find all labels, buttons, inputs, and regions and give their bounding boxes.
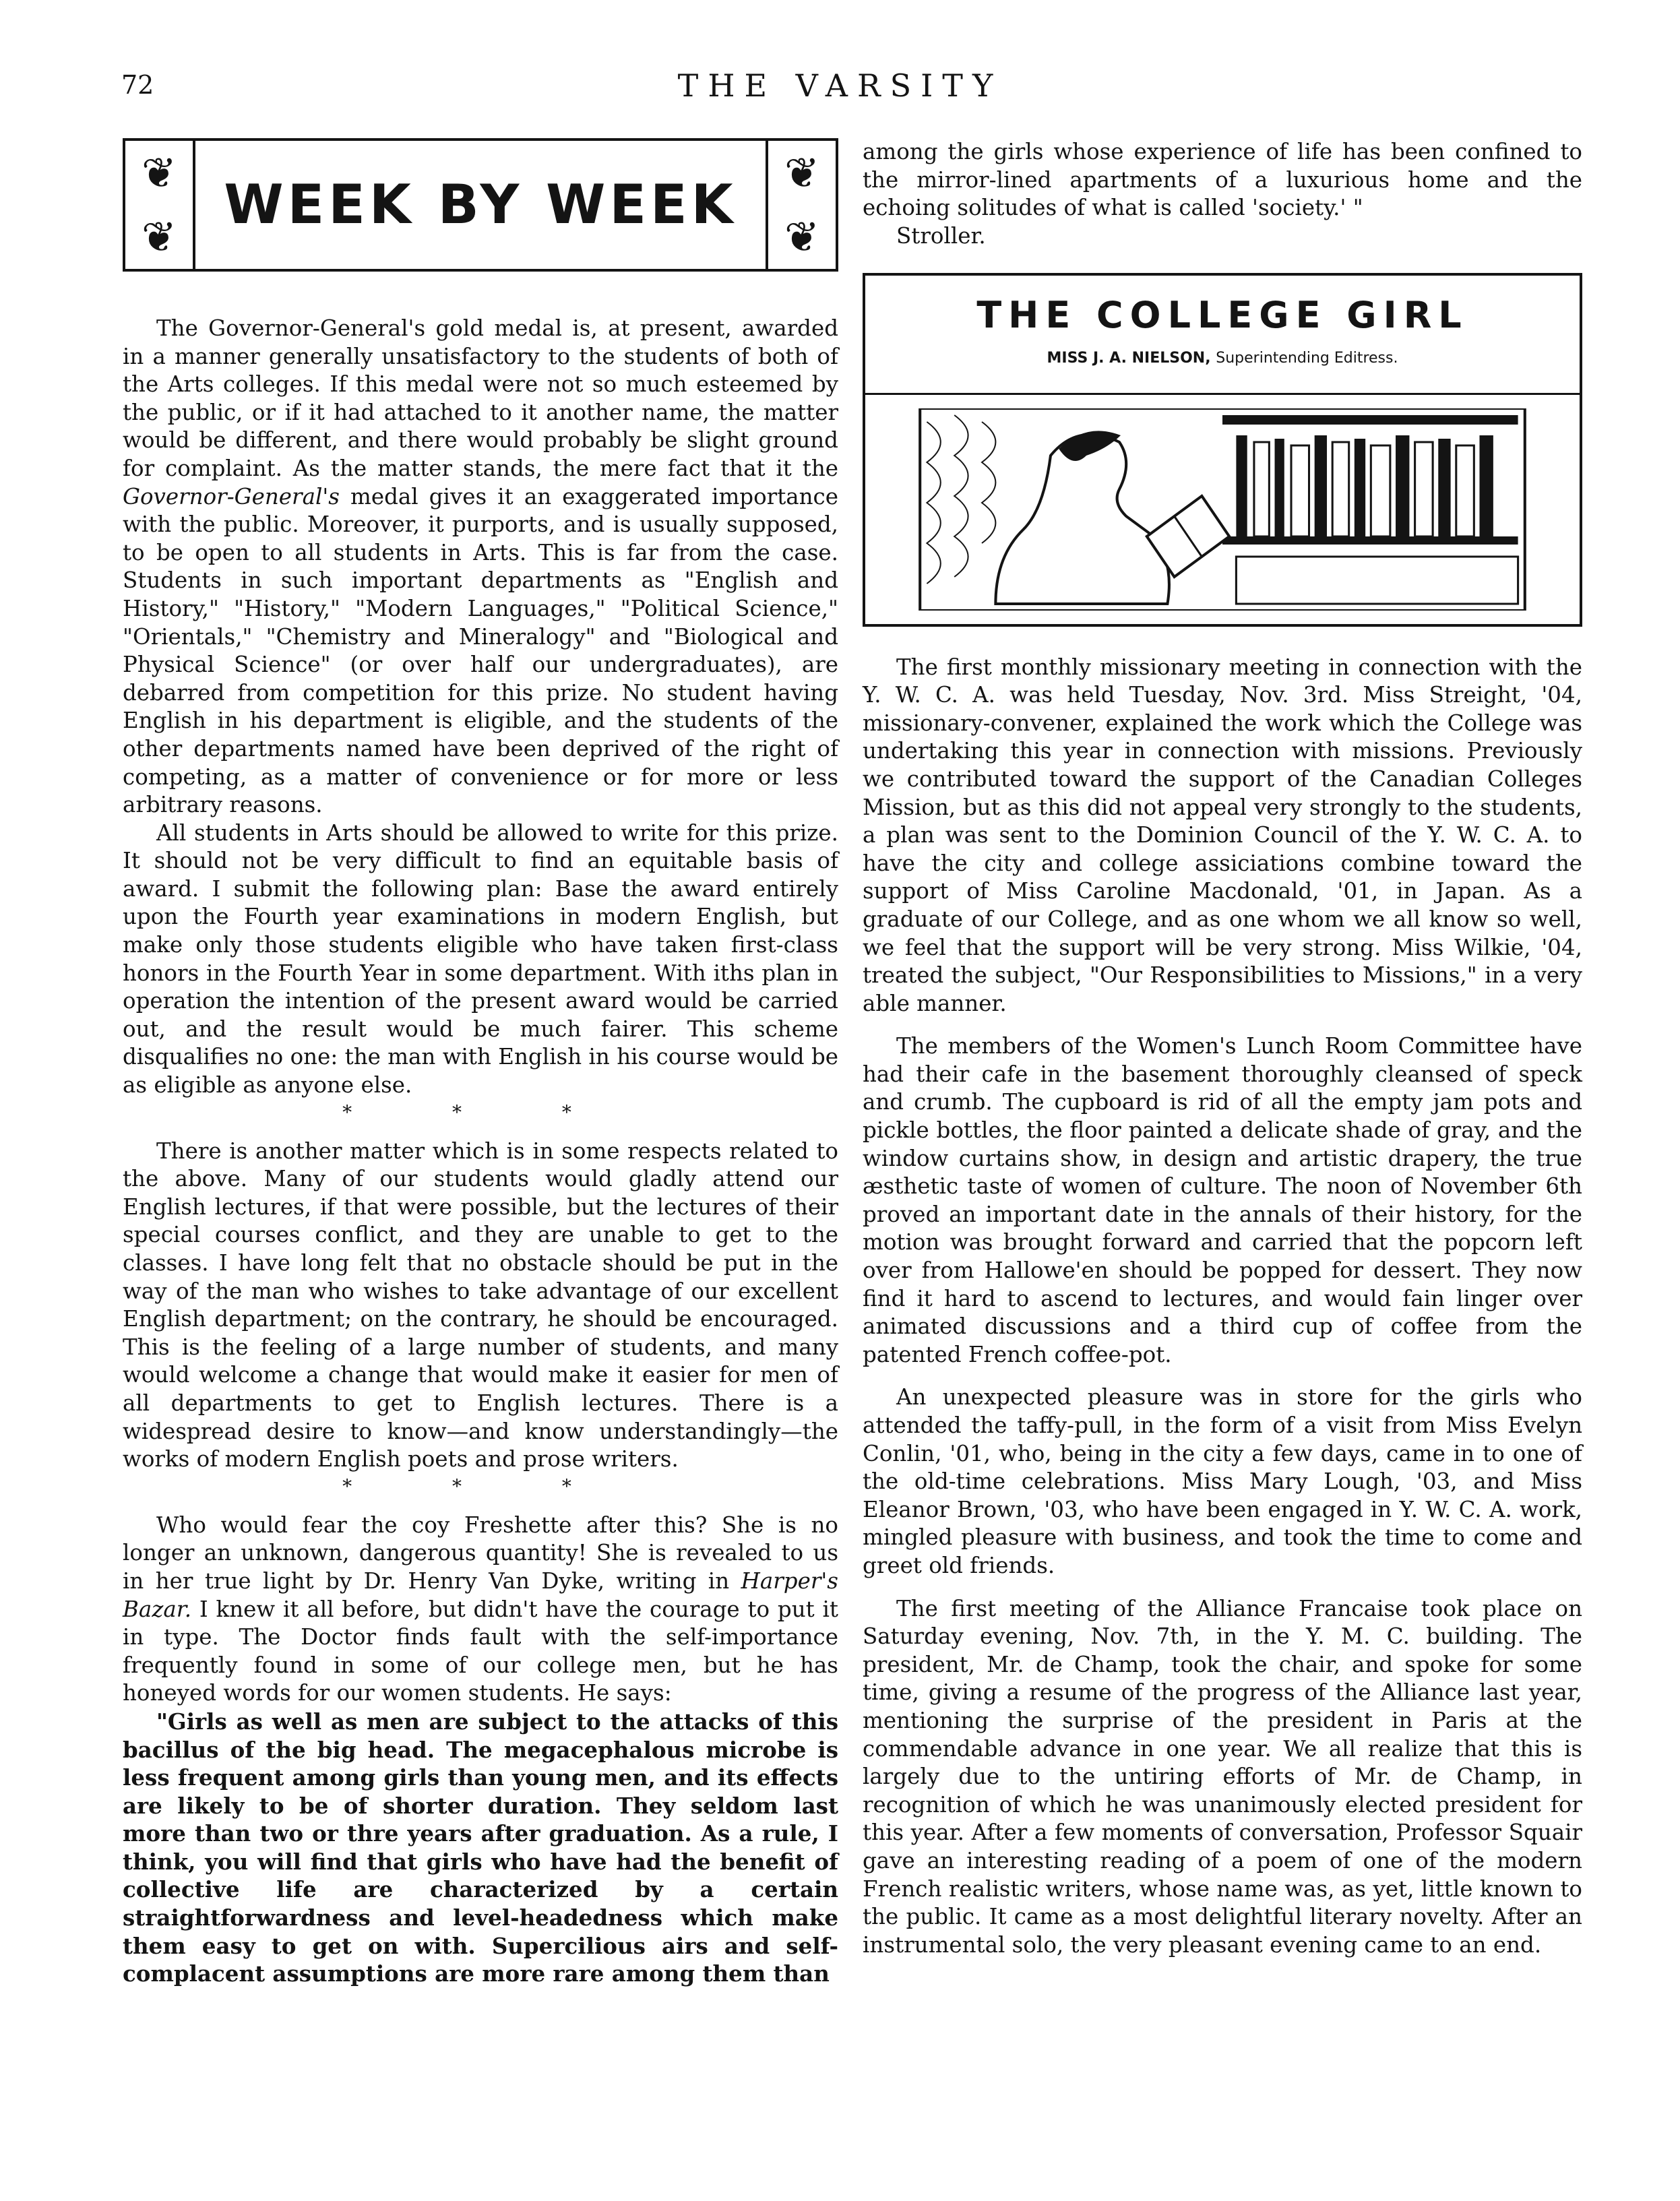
college-girl-heading (865, 276, 1580, 394)
text-run: Who would fear the coy Freshette after this? She is no longer an unknown, dangerous quantity! She is revealed to us in her true light by Dr. Henry Van Dyke, writing in (123, 1512, 838, 1594)
paragraph: All students in Arts should be allowed to write for this prize. It should not be very difficult to find an equitable basis of award. I submit the following plan: Base the award entirely upon the Fourth year examinations in modern English, but make only those students eligible who have taken first-class honors in the Fourth Year in some department. With iths plan in operation the intention of the present award would be carried out, and the result would be much fairer. This scheme disqualifies no one: the man with English in his course would be as eligible as anyone else. (123, 819, 838, 1098)
page-number: 72 (121, 70, 154, 100)
editress-line (865, 344, 1580, 373)
left-column (123, 138, 838, 1988)
ornament-left (125, 141, 195, 269)
text-run: I knew it all before, but didn't have the courage to put it in type. The Doctor finds fault with the self-importance frequently found in some of our college men, but he has honeyed words for our women students. He says: (123, 1596, 838, 1706)
banner-title: WEEK BY WEEK (224, 173, 737, 237)
paragraph: The first meeting of the Alliance Francaise took place on Saturday evening, Nov. 7th, in the Y. M. C. building. The president, Mr. de Champ, took the chair, and spoke for some time, giving a resume of the progress of the Alliance last year, mentioning the surprise of the president in Paris at the commendable advance in one year. We all realize that this is largely due to the untiring efforts of Mr. de Champ, in recognition of which he was unanimously elected president for this year. After a few moments of conversation, Professor Squair gave an interesting reading of a poem of one of the modern French realistic writers, whose name was, as yet, little known to the public. It came as a most delightful literary novelty. After an instrumental solo, the very pleasant evening came to an end. (863, 1595, 1582, 1958)
paragraph: The members of the Women's Lunch Room Committee have had their cafe in the basement thoroughly cleansed of speck and crumb. The cupboard is rid of all the empty jam pots and pickle bottles, the floor painted a delicate shade of gray, and the window curtains show, in design and artistic drapery, the true æsthetic taste of women of culture. The noon of November 6th proved an important date in the annals of their history, for the motion was brought forward and carried that the popcorn left over from Hallowe'en should be popped for dessert. They now find it hard to ascend to lectures, and would fain linger over animated discussions and a third cup of coffee from the patented French coffee-pot. (863, 1033, 1582, 1367)
right-column (863, 138, 1582, 1959)
illustration-svg (879, 408, 1566, 611)
editress-role: Superintending Editress. (1216, 349, 1398, 367)
section-title: THE COLLEGE GIRL (976, 294, 1468, 337)
fleuron-icon: ❦ (784, 148, 819, 197)
paragraph (123, 315, 838, 819)
paragraph: An unexpected pleasure was in store for the girls who attended the taffy-pull, in the form of a visit from Miss Evelyn Conlin, '01, who, being in the city a few days, came in to one of the old-time celebrations. Miss Mary Lough, '03, and Miss Eleanor Brown, '03, who have been engaged in Y. W. C. A. work, mingled pleasure with business, and took the time to come and greet old friends. (863, 1384, 1582, 1578)
section-divider: * * * (342, 1475, 619, 1497)
paragraph (123, 1512, 838, 1708)
paragraph: The first monthly missionary meeting in connection with the Y. W. C. A. was held Tuesday, Nov. 3rd. Miss Streight, '04, missionary-convener, explained the work which the College was undertaking this year in connection with missions. Previously we contributed toward the support of the Canadian Colleges Mission, but as this did not appeal very strongly to the students, a plan was sent to the Dominion Council of the Y. W. C. A. to have the city and college assiciations combine toward the support of Miss Caroline Macdonald, '01, in Japan. As a graduate of our College, and as one whom we all know so well, we feel that the support will be very strong. Miss Wilkie, '04, treated the subject, "Our Responsibilities to Missions," in a very able manner. (863, 654, 1582, 1016)
ornament-right (766, 141, 836, 269)
signature: Stroller. (896, 222, 986, 249)
editress-name: MISS J. A. NIELSON, (1047, 349, 1211, 367)
section-divider: * * * (342, 1100, 619, 1123)
text-run: The Governor-General's gold medal is, at present, awarded in a manner generally unsatisfactory to the students of both of the Arts colleges. If this medal were not so much esteemed by the public, or if it had attached to it another name, the matter would be different, and there would probably be slight ground for complaint. As the matter stands, the mere fact that it the (123, 315, 838, 481)
text-run: medal gives it an exaggerated importance with the public. Moreover, it purports, and is usually supposed, to be open to all students in Arts. This is far from the case. Students in such important departments as "English and History," "History," "Modern Languages," "Political Science," "Orientals," "Chemistry and Mineralogy" and "Biological and Physical Science" (or over half our undergraduates), are debarred from competition for this prize. No student having English in his department is eligible, and the students of the other departments named have been deprived of the right of competing, as a matter of convenience or for more or less arbitrary reasons. (123, 483, 838, 818)
paragraph: There is another matter which is in some respects related to the above. Many of our students would gladly attend our English lectures, if that were possible, but the lectures of their special courses conflict, and they are unable to get to the classes. I have long felt that no obstacle should be put in the way of the man who wishes to take advantage of our excellent English department; on the contrary, he should be encouraged. This is the feeling of a large number of students, and many would welcome a change that would make it easier for men of all departments to get to English lectures. There is a widespread desire to know—and know understandingly—the works of modern English poets and prose writers. (123, 1138, 838, 1472)
fleuron-icon: ❦ (142, 148, 177, 197)
fleuron-icon: ❦ (784, 212, 819, 261)
italic-text: Governor-General's (123, 483, 340, 509)
college-girl-header-box (863, 273, 1582, 626)
paragraph-continued: among the girls whose experience of life has been confined to the mirror-lined apartments of a luxurious home and the echoing solitudes of what is called 'society.' " (863, 139, 1582, 221)
week-by-week-banner (123, 138, 838, 272)
woman-reading-illustration (865, 395, 1580, 624)
fleuron-icon: ❦ (142, 212, 177, 261)
quotation: "Girls as well as men are subject to the attacks of this bacillus of the big head. The megacephalous microbe is less frequent among girls than young men, and its effects are likely to be of shorter duration. They seldom last more than two or thre years after graduation. As a rule, I think, you will find that girls who have had the benefit of collective life are characterized by a certain straightforwardness and level-headedness which make them easy to get on with. Supercilious airs and self-complacent assumptions are more rare among them than (123, 1708, 838, 1987)
italic-text: Harper's Bazar. (123, 1568, 838, 1622)
running-head: THE VARSITY (677, 67, 1003, 104)
